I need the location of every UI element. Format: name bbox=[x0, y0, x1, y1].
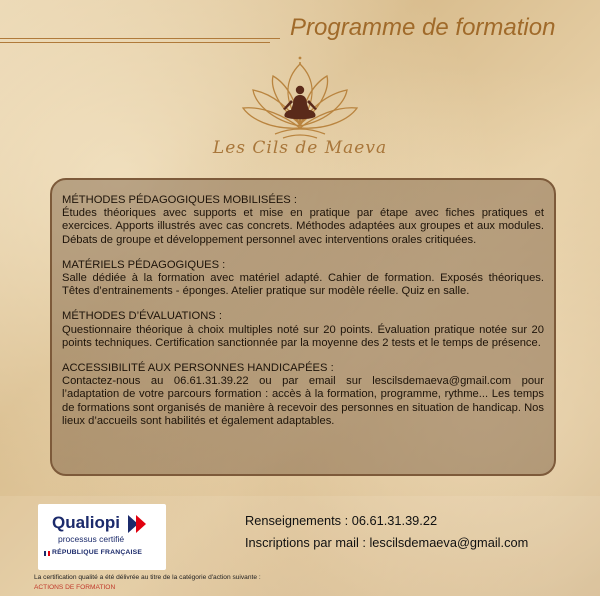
section-body: Salle dédiée à la formation avec matériel adapté. Cahier de formation. Exposés théoriques. Têtes d’entrainements - éponges. Atelier pratique sur modèle réelle. Quiz en salle. bbox=[62, 272, 544, 298]
section-body: Études théoriques avec supports et mise en pratique par étape avec fiches pratiques et exercices. Apports illustrés avec cas concrets. Méthodes adaptées aux groupes et aux modules. Débats de groupe et développement personnel avec interventions orales critiquées. bbox=[62, 207, 544, 246]
header-rule bbox=[0, 38, 280, 39]
lotus-icon bbox=[225, 54, 375, 144]
brand-name: Les Cils de Maeva bbox=[212, 138, 388, 158]
qualiopi-wordmark: Qualiopi bbox=[52, 513, 120, 532]
section-accessibility bbox=[62, 362, 544, 428]
header-rule-secondary bbox=[0, 42, 270, 43]
french-flag-icon bbox=[44, 551, 50, 556]
page-title: Programme de formation bbox=[290, 14, 556, 41]
section-teaching-methods bbox=[62, 194, 544, 247]
program-details-panel bbox=[50, 178, 556, 476]
contact-email: Inscriptions par mail : lescilsdemaeva@gmail.com bbox=[245, 535, 529, 550]
section-heading: MÉTHODES D’ÉVALUATIONS : bbox=[62, 310, 222, 323]
section-body: Questionnaire théorique à choix multiples noté sur 20 points. Évaluation pratique notée sur 20 points techniques. Certification sanctionnée par la moyenne des 2 tests et le temps de présence. bbox=[62, 323, 544, 349]
certification-action-type: ACTIONS DE FORMATION bbox=[34, 584, 116, 591]
section-heading: MATÉRIELS PÉDAGOGIQUES : bbox=[62, 258, 226, 271]
certification-note: La certification qualité a été délivrée au titre de la catégorie d'action suivante : bbox=[34, 574, 261, 581]
qualiopi-arrows-icon bbox=[126, 513, 156, 535]
qualiopi-subtitle: processus certifié bbox=[58, 534, 125, 544]
section-heading: MÉTHODES PÉDAGOGIQUES MOBILISÉES : bbox=[62, 194, 297, 206]
section-teaching-materials bbox=[62, 259, 544, 299]
section-body: Contactez-nous au 06.61.31.39.22 ou par email sur lescilsdemaeva@gmail.com pour l’adaptation de votre parcours formation : accès à la formation, programme, rythme... Les temps de formations sont organisés de manière à recevoir des personnes en situation de handicap. Nos lieux d’accueils sont habilités et également adaptables. bbox=[62, 375, 544, 427]
qualiopi-badge bbox=[38, 504, 166, 570]
section-evaluation-methods bbox=[62, 310, 544, 350]
contact-phone: Renseignements : 06.61.31.39.22 bbox=[245, 513, 438, 528]
section-heading: ACCESSIBILITÉ AUX PERSONNES HANDICAPÉES : bbox=[62, 362, 334, 375]
republique-francaise-label: RÉPUBLIQUE FRANÇAISE bbox=[52, 549, 143, 556]
